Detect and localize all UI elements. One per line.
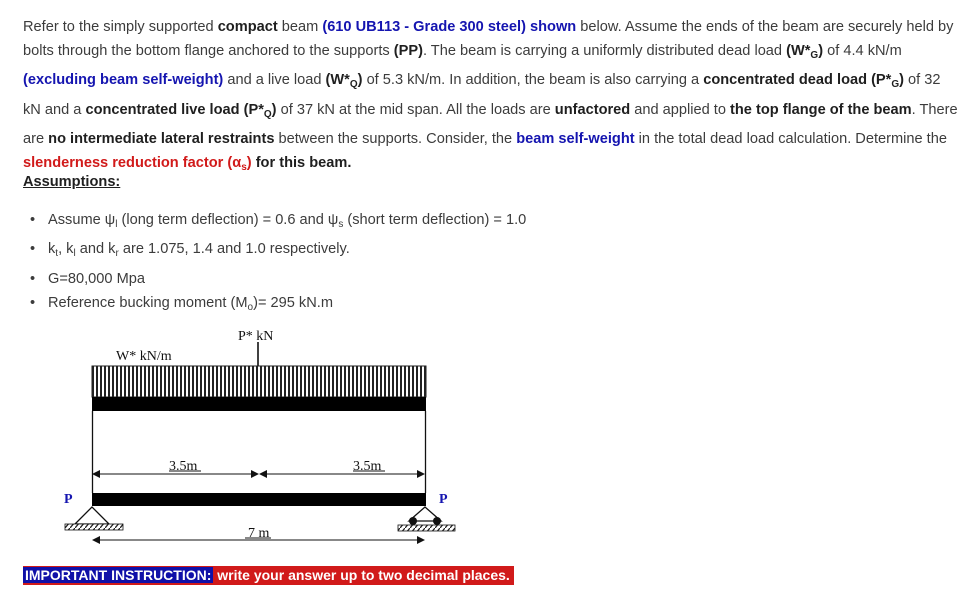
ground-hatch-icon (398, 525, 455, 531)
subscript: t (55, 248, 59, 260)
list-text: Assume ψ (48, 212, 116, 228)
problem-text: for this beam. (251, 155, 352, 172)
problem-text: (W* (325, 72, 350, 89)
problem-text: the top flange of the beam (730, 101, 912, 118)
problem-text: (W* (786, 43, 811, 60)
list-text: (short term deflection) = 1.0 (343, 212, 527, 228)
problem-text: no intermediate lateral restraints (48, 130, 275, 147)
problem-text: in the total dead load calculation. Determine the (634, 130, 947, 147)
roller-wheel-icon (433, 517, 441, 525)
beam-section: (610 UB113 - Grade 300 steel) shown (322, 19, 577, 35)
important-instruction (23, 566, 514, 585)
udl-label: W* kN/m (116, 349, 172, 364)
subscript: l (73, 248, 76, 260)
list-text: , k (58, 241, 74, 258)
point-load-label: P* kN (238, 329, 274, 344)
problem-text: (PP) (393, 43, 423, 60)
problem-text: . The beam is carrying a uniformly distributed dead load (422, 43, 787, 60)
right-dimension-label: 3.5m (353, 459, 382, 474)
list-text: (long term deflection) = 0.6 and ψ (117, 212, 339, 228)
problem-text: ) (899, 72, 904, 89)
problem-text: . There are (23, 101, 958, 147)
problem-text: beam (277, 19, 323, 35)
instruction-lead: IMPORTANT INSTRUCTION: (25, 567, 212, 583)
left-support-label: P (64, 492, 73, 507)
subscript: r (115, 248, 119, 260)
problem-text: ) (271, 101, 277, 118)
problem-text: slenderness reduction factor (α (23, 155, 242, 172)
pin-support-icon (75, 507, 109, 524)
subscript: G (891, 79, 900, 91)
problem-text: ) (246, 155, 252, 172)
instruction-text: write your answer up to two decimal places. (213, 567, 510, 583)
list-text: and k (75, 241, 116, 258)
problem-text: concentrated dead load (P* (703, 72, 892, 89)
subscript: G (810, 50, 819, 62)
problem-text: of 5.3 kN/m. In addition, the beam is also carrying a (362, 72, 704, 89)
subscript: s (338, 219, 344, 230)
list-text: Reference bucking moment (M (48, 294, 248, 311)
problem-text: and a live load (223, 72, 326, 89)
span-dimension-label: 7 m (248, 526, 270, 541)
problem-text: unfactored (554, 101, 631, 118)
problem-text: (excluding beam self-weight) (23, 72, 224, 89)
roller-wheel-icon (409, 517, 417, 525)
problem-text: ) (818, 43, 824, 60)
udl-block (92, 366, 426, 397)
ground-hatch-icon (65, 524, 123, 530)
list-text: k (48, 241, 56, 258)
list-text: are 1.075, 1.4 and 1.0 respectively. (118, 241, 350, 258)
problem-text: ) (357, 72, 363, 89)
subscript: s (241, 162, 247, 174)
list-text: G=80,000 Mpa (48, 270, 145, 287)
problem-text: of 37 kN at the mid span. All the loads are (276, 101, 555, 118)
problem-text: concentrated live load (P* (85, 101, 264, 118)
problem-text: compact (217, 19, 278, 35)
top-flange (92, 397, 426, 411)
list-text: )= 295 kN.m (253, 294, 333, 311)
problem-text: and applied to (630, 101, 731, 118)
right-support-label: P (439, 492, 448, 507)
subscript: Q (349, 79, 358, 91)
subscript: l (115, 219, 118, 230)
subscript: Q (263, 108, 272, 120)
subscript: o (247, 301, 254, 313)
problem-text: beam self-weight (516, 130, 635, 147)
assumptions-heading: Assumptions: (23, 174, 121, 190)
left-dimension-label: 3.5m (169, 459, 198, 474)
bottom-flange (92, 493, 426, 506)
problem-text: Refer to the simply supported (23, 19, 218, 35)
problem-text: of 32 kN and a (23, 72, 941, 118)
problem-text: of 4.4 kN/m (823, 43, 902, 60)
problem-text: between the supports. Consider, the (274, 130, 517, 147)
problem-text: below. Assume the ends of the beam are securely held by bolts through the bottom flange anchored to the supports (23, 19, 954, 60)
